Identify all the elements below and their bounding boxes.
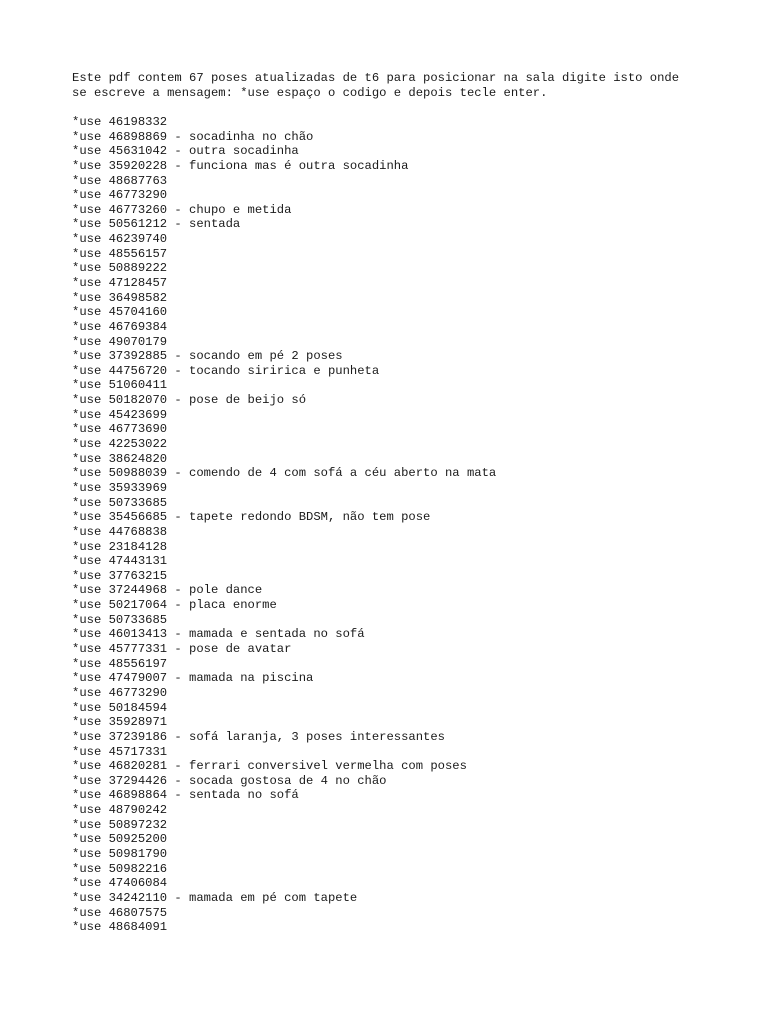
pose-code-entry: *use 46239740 (72, 232, 168, 247)
pose-code-entry: *use 50182070 - pose de beijo só (72, 393, 307, 408)
pose-code-entry: *use 51060411 (72, 378, 168, 393)
pose-code-entry: *use 44768838 (72, 524, 168, 539)
pose-code-entry: *use 48687763 (72, 173, 168, 188)
pose-code-entry: *use 49070179 (72, 334, 168, 349)
pose-code-entry: *use 37244968 - pole dance (72, 583, 263, 598)
pose-code-entry: *use 38624820 (72, 451, 168, 466)
pose-code-entry: *use 37763215 (72, 568, 168, 583)
pose-code-entry: *use 47443131 (72, 554, 168, 569)
pose-code-entry: *use 48684091 (72, 920, 168, 935)
pose-code-entry: *use 46773260 - chupo e metida (72, 202, 292, 217)
pose-code-entry: *use 50733685 (72, 495, 168, 510)
pose-code-entry: *use 37392885 - socando em pé 2 poses (72, 349, 343, 364)
pose-code-entry: *use 35933969 (72, 480, 168, 495)
pose-code-entry: *use 35920228 - funciona mas é outra socadinha (72, 158, 409, 173)
intro-line-1: Este pdf contem 67 poses atualizadas de t6 para posicionar na sala digite isto onde (72, 71, 680, 85)
pose-code-entry: *use 46773290 (72, 188, 168, 203)
pose-code-entry: *use 50184594 (72, 700, 168, 715)
intro-line-2: se escreve a mensagem: *use espaço o codigo e depois tecle enter. (72, 85, 548, 100)
pose-code-entry: *use 46198332 (72, 114, 168, 129)
pose-code-entry: *use 42253022 (72, 437, 168, 452)
pose-code-entry: *use 46773690 (72, 422, 168, 437)
pose-code-entry: *use 36498582 (72, 290, 168, 305)
pose-code-entry: *use 48556157 (72, 246, 168, 261)
pose-code-entry: *use 23184128 (72, 539, 168, 554)
pose-code-entry: *use 37294426 - socada gostosa de 4 no chão (72, 773, 387, 788)
pose-code-entry: *use 47479007 - mamada na piscina (72, 671, 314, 686)
paragraph-spacer (72, 100, 762, 115)
pose-code-entry: *use 35928971 (72, 715, 168, 730)
pose-code-entry: *use 50733685 (72, 612, 168, 627)
pose-code-entry: *use 46898864 - sentada no sofá (72, 788, 299, 803)
pose-code-list (72, 115, 762, 935)
pose-code-entry: *use 50897232 (72, 817, 168, 832)
pose-code-entry: *use 50988039 - comendo de 4 com sofá a céu aberto na mata (72, 466, 497, 481)
pose-code-entry: *use 46013413 - mamada e sentada no sofá (72, 627, 365, 642)
pose-code-entry: *use 46773290 (72, 685, 168, 700)
pose-code-entry: *use 34242110 - mamada em pé com tapete (72, 890, 358, 905)
pose-code-entry: *use 48556197 (72, 656, 168, 671)
pose-code-entry: *use 50925200 (72, 832, 168, 847)
pose-code-entry: *use 44756720 - tocando siririca e punheta (72, 363, 380, 378)
pose-code-entry: *use 45717331 (72, 744, 168, 759)
pose-code-entry: *use 50561212 - sentada (72, 217, 241, 232)
pose-code-entry: *use 45423699 (72, 407, 168, 422)
document-body (72, 71, 762, 935)
pose-code-entry: *use 46769384 (72, 319, 168, 334)
pose-code-entry: *use 48790242 (72, 803, 168, 818)
pose-code-entry: *use 47128457 (72, 276, 168, 290)
pose-code-entry: *use 50889222 (72, 261, 168, 276)
pose-code-entry: *use 45704160 (72, 305, 168, 320)
pose-code-entry: *use 37239186 - sofá laranja, 3 poses interessantes (72, 729, 445, 744)
pose-code-entry: *use 46898869 - socadinha no chão (72, 129, 314, 144)
pose-code-entry: *use 45777331 - pose de avatar (72, 642, 292, 657)
pose-code-entry: *use 50982216 (72, 861, 168, 876)
pose-code-entry: *use 50217064 - placa enorme (72, 598, 277, 613)
pose-code-entry: *use 46820281 - ferrari conversivel vermelha com poses (72, 759, 467, 774)
pose-code-entry: *use 35456685 - tapete redondo BDSM, não tem pose (72, 510, 431, 525)
pose-code-entry: *use 47406084 (72, 876, 168, 891)
pose-code-entry: *use 45631042 - outra socadinha (72, 144, 299, 159)
pose-code-entry: *use 50981790 (72, 846, 168, 861)
pose-code-entry: *use 46807575 (72, 905, 168, 920)
